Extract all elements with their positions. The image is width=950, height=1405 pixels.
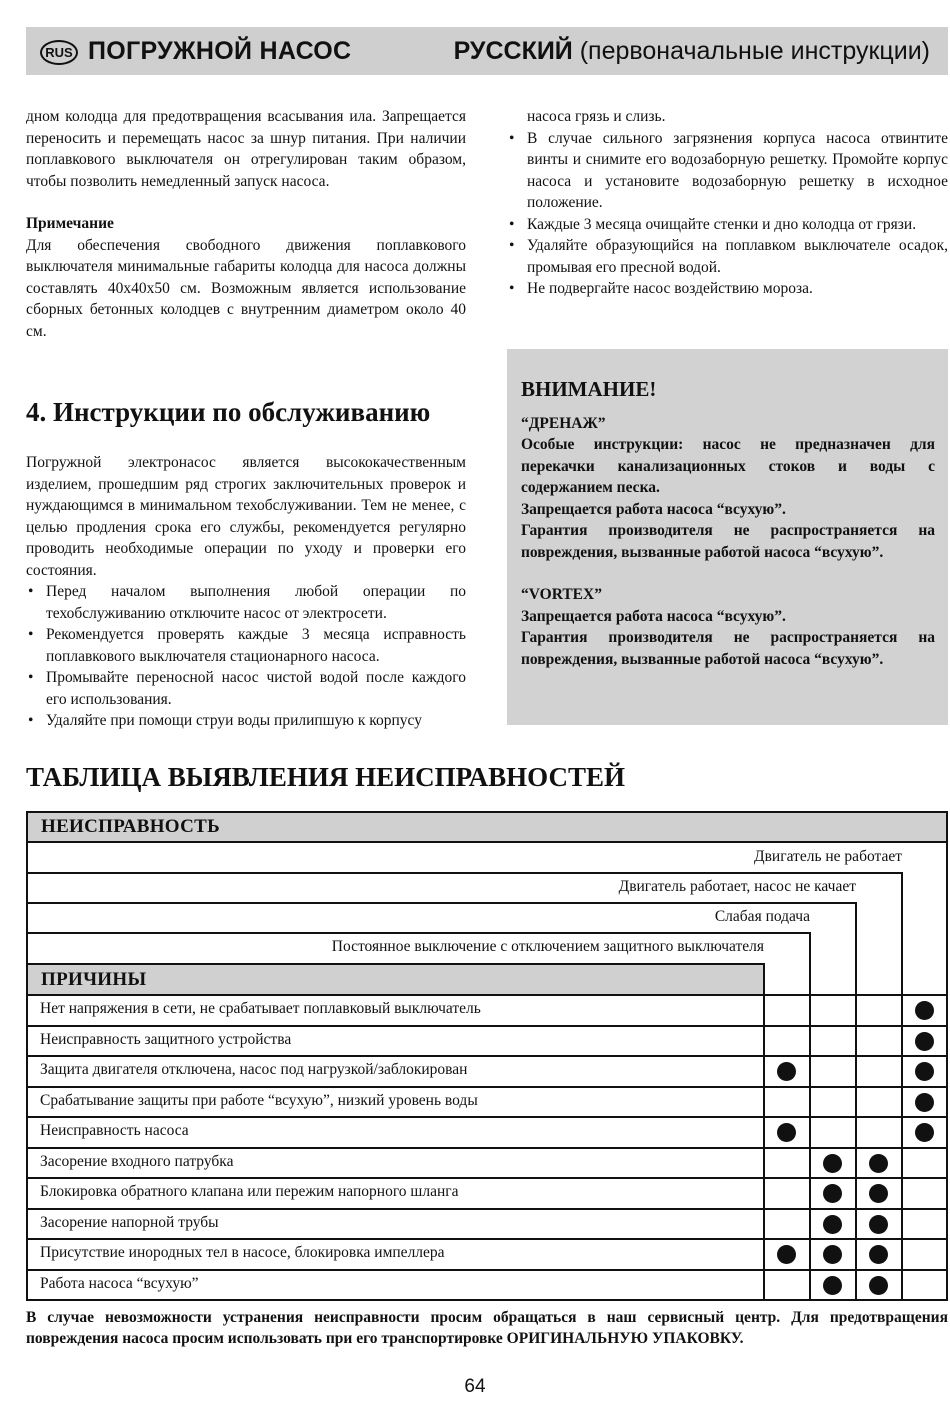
page-number: 64 [464,1376,486,1397]
table-row-cause: Блокировка обратного клапана или пережим напорного шланга [40,1183,459,1200]
fault-mark-dot [869,1276,888,1295]
fault-mark-dot [823,1184,842,1203]
symptom-label: Постоянное выключение с отключением защитного выключателя [331,938,764,955]
language-name: РУССКИЙ [453,37,573,65]
fault-mark-dot [823,1276,842,1295]
header-title: ПОГРУЖНОЙ НАСОС [88,37,352,65]
list-item: • Не подвергайте насос воздействию мороза. [507,278,948,300]
list-item: • Промывайте переносной насос чистой водой после каждого его использования. [26,667,466,710]
list-item: • Удаляйте образующийся на поплавком выключателе осадок, промывая его пресной водой. [507,235,948,278]
fault-mark-dot [823,1245,842,1264]
list-item: • В случае сильного загрязнения корпуса насоса отвинтите винты и снимите его водозаборную решетку. Промойте корпус насоса и установите водозаборную решетку в исходное положение. [507,128,948,214]
left-column-bottom [26,452,466,732]
list-item: • Перед началом выполнения любой операции по техобслуживанию отключите насос от электросети. [26,581,466,624]
service-note: В случае невозможности устранения неисправности просим обращаться в наш сервисный центр. Для предотвращения повреждения насоса просим использовать при его транспортировке ОРИГИНАЛЬНУЮ УПАКОВКУ. [26,1309,948,1347]
table-row-cause: Нет напряжения в сети, не срабатывает поплавковый выключатель [40,1000,481,1017]
table-row-cause: Засорение напорной трубы [40,1214,219,1231]
fault-mark-dot [869,1184,888,1203]
warning-box [507,349,948,725]
section-title: 4. Инструкции по обслуживанию [26,397,431,427]
fault-mark-dot [915,1032,934,1051]
fault-mark-dot [823,1215,842,1234]
troubleshooting-title: ТАБЛИЦА ВЫЯВЛЕНИЯ НЕИСПРАВНОСТЕЙ [26,762,625,792]
list-item: • Рекомендуется проверять каждые 3 месяца исправность поплавкового выключателя стационарного насоса. [26,624,466,667]
table-row-cause: Защита двигателя отключена, насос под нагрузкой/заблокирован [40,1061,468,1078]
drenazh-dry-run: Запрещается работа насоса “всухую”. [521,500,786,518]
note-paragraph: Для обеспечения свободного движения поплавкового выключателя минимальные габариты колодца для насоса должны составлять 40x40x50 см. Возможным является использование сборных бетонных колодцев с внутренним диаметром около 40 см. [26,236,466,340]
list-item: • Каждые 3 месяца очищайте стенки и дно колодца от грязи. [507,214,948,236]
drenazh-warranty: Гарантия производителя не распространяется на повреждения, вызванные работой насоса “всухую”. [521,522,935,561]
maintenance-list-right [507,128,948,300]
fault-mark-dot [915,1062,934,1081]
header-language [454,37,930,66]
table-row-cause: Срабатывание защиты при работе “всухую”, низкий уровень воды [40,1092,478,1109]
symptom-label: Слабая подача [714,908,810,925]
language-note: (первоначальные инструкции) [579,37,930,65]
symptom-label: Двигатель не работает [754,848,902,865]
fault-mark-dot [869,1154,888,1173]
fault-mark-dot [915,1123,934,1142]
table-row-cause: Неисправность защитного устройства [40,1031,292,1048]
table-row-cause: Неисправность насоса [40,1122,189,1139]
maintenance-list-left [26,581,466,732]
table-row-cause: Засорение входного патрубка [40,1153,234,1170]
table-row-cause: Работа насоса “всухую” [40,1275,199,1292]
vortex-warranty: Гарантия производителя не распространяется на повреждения, вызванные работой насоса “всухую”. [521,629,935,668]
fault-mark-dot [869,1215,888,1234]
fault-mark-dot [869,1245,888,1264]
troubleshooting-table [26,811,948,1301]
fault-mark-dot [777,1245,796,1264]
vortex-label: “VORTEX” [521,586,602,603]
intro-paragraph: дном колодца для предотвращения всасывания ила. Запрещается переносить и перемещать насос за шнур питания. При наличии поплавкового выключателя он отрегулирован таким образом, чтобы позволить немедленный запуск насоса. [26,108,466,190]
continuation-text: насоса грязь и слизь. [527,108,666,125]
list-item: • Удаляйте при помощи струи воды прилипшую к корпусу [26,710,466,732]
language-badge: RUS [40,40,78,65]
causes-header: ПРИЧИНЫ [26,964,764,994]
fault-mark-dot [823,1154,842,1173]
warning-content [521,379,935,670]
fault-mark-dot [777,1123,796,1142]
table-row-cause: Присутствие инородных тел в насосе, блокировка импеллера [40,1244,445,1261]
section-paragraph: Погружной электронасос является высококачественным изделием, прошедшим ряд строгих заключительных проверок и нуждающимся в минимальном техобслуживании. Тем не менее, с целью продления срока его службы, рекомендуется регулярно проводить необходимые операции по уходу и проверки его состояния. [26,454,466,579]
drenazh-label: “ДРЕНАЖ” [521,414,606,432]
vortex-dry-run: Запрещается работа насоса “всухую”. [521,607,786,625]
fault-mark-dot [777,1062,796,1081]
left-column-top [26,106,466,342]
fault-header: НЕИСПРАВНОСТЬ [26,811,948,842]
right-column [507,106,948,300]
symptom-label: Двигатель работает, насос не качает [618,878,856,895]
warning-title: ВНИМАНИЕ! [521,377,657,401]
drenazh-instruction: Особые инструкции: насос не предназначен для перекачки канализационных стоков и воды с содержанием песка. [521,436,935,496]
page-header [26,27,948,75]
note-label: Примечание [26,215,114,232]
fault-mark-dot [915,1001,934,1020]
fault-mark-dot [915,1093,934,1112]
